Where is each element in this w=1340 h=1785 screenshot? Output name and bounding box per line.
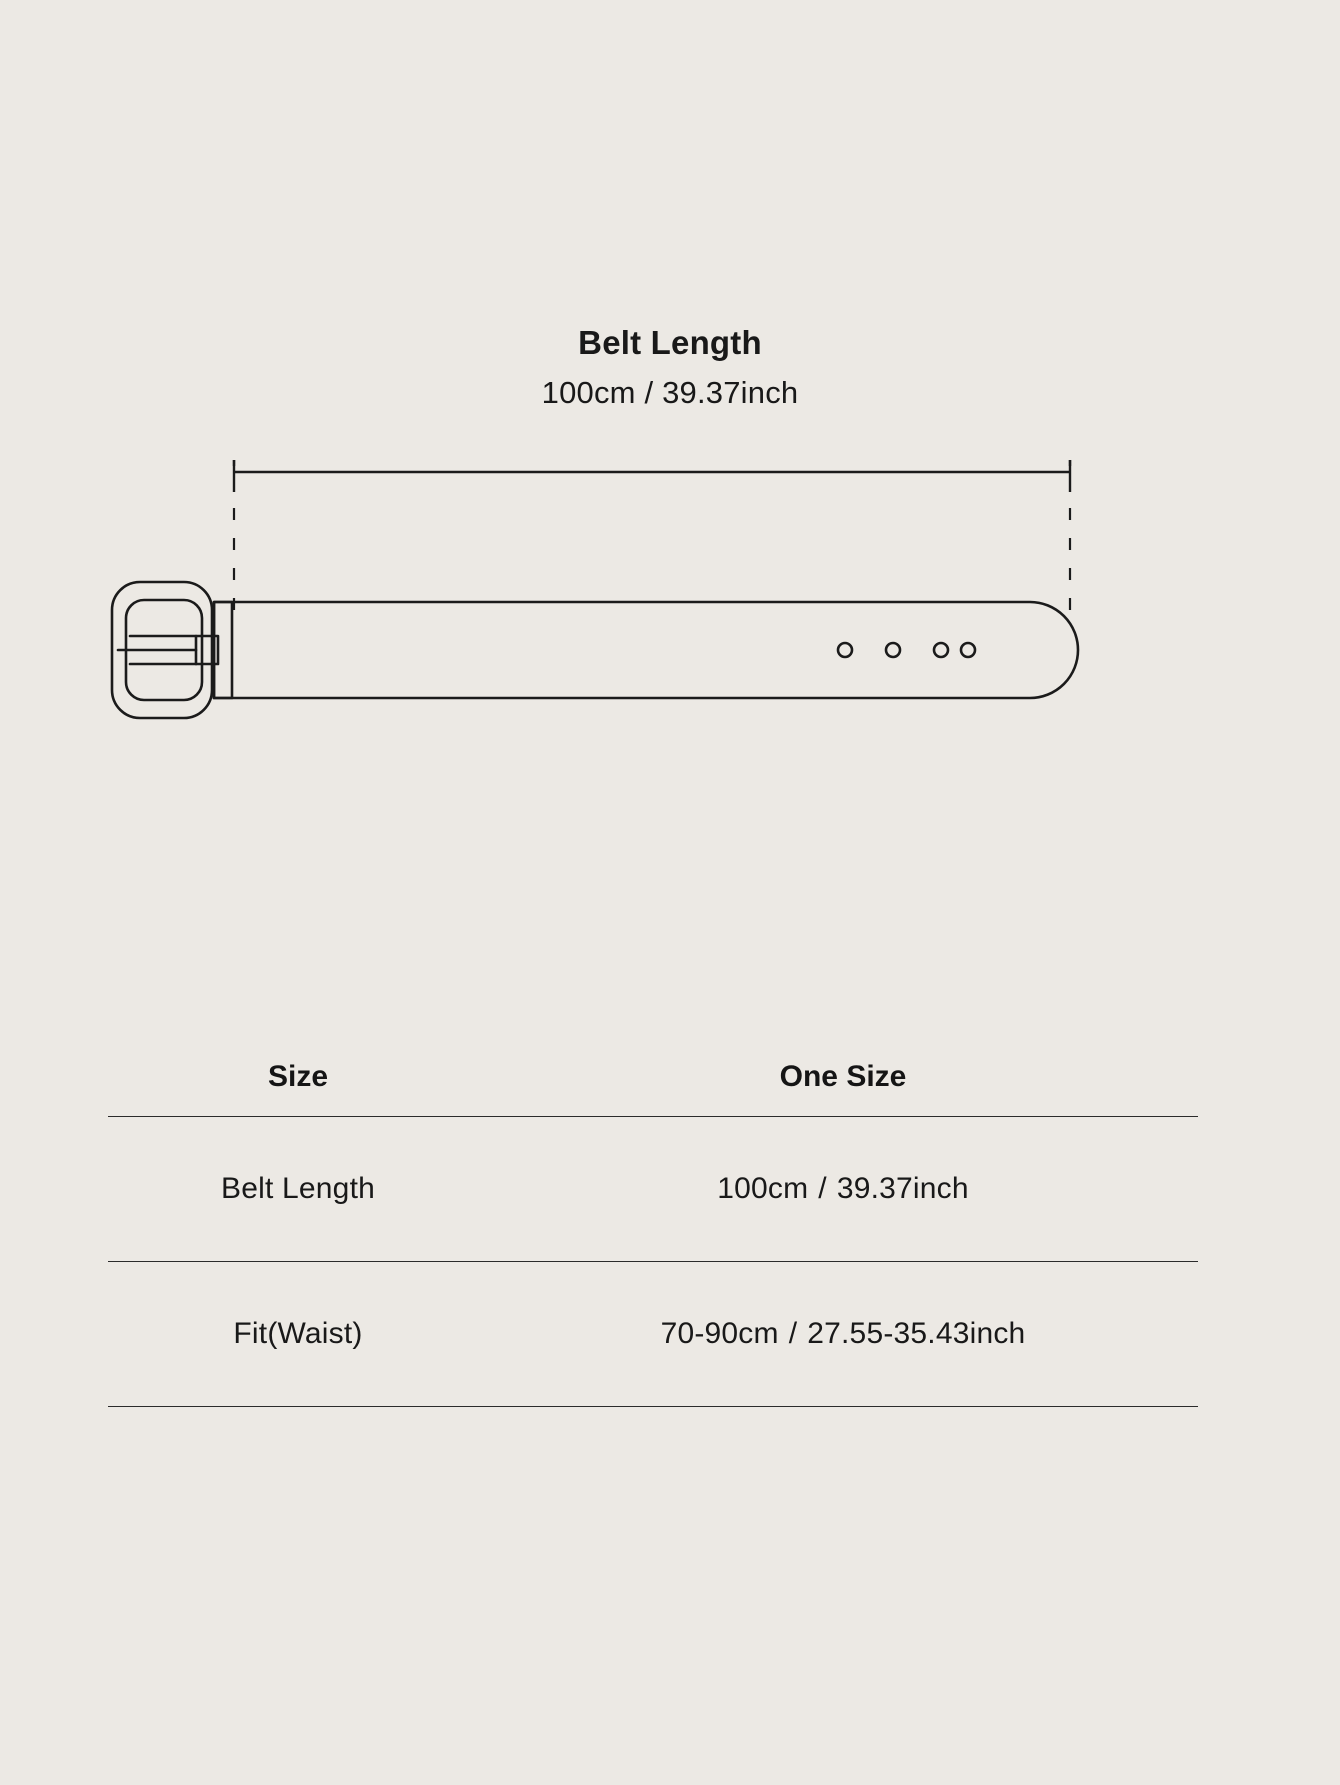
table-header-row xyxy=(108,1060,1198,1116)
row-separator-belt-length: / xyxy=(818,1172,827,1205)
row-separator-fit-waist: / xyxy=(788,1317,798,1350)
dimension-line-main xyxy=(234,460,1070,492)
row-metric-belt-length: 100cm xyxy=(717,1172,809,1205)
table-header-one-size: One Size xyxy=(779,1060,907,1093)
dimension-extension-lines xyxy=(234,508,1070,610)
diagram-title: Belt Length xyxy=(578,324,762,361)
row-imperial-fit-waist: 27.55-35.43inch xyxy=(807,1317,1026,1350)
diagram-heading xyxy=(0,322,1340,411)
belt-diagram xyxy=(0,460,1340,780)
table-row xyxy=(108,1261,1198,1407)
row-value-fit-waist xyxy=(488,1317,1198,1351)
table-header-size: Size xyxy=(267,1060,329,1093)
row-label-fit-waist: Fit(Waist) xyxy=(233,1317,363,1350)
row-metric-fit-waist: 70-90cm xyxy=(660,1317,779,1350)
size-table xyxy=(108,1060,1198,1407)
row-imperial-belt-length: 39.37inch xyxy=(836,1172,969,1205)
table-row xyxy=(108,1116,1198,1261)
belt-holes xyxy=(838,643,975,657)
diagram-measurement: 100cm / 39.37inch xyxy=(541,375,799,411)
row-label-belt-length: Belt Length xyxy=(221,1172,375,1205)
row-value-belt-length xyxy=(488,1172,1198,1206)
belt-length-dimension xyxy=(234,460,1070,466)
